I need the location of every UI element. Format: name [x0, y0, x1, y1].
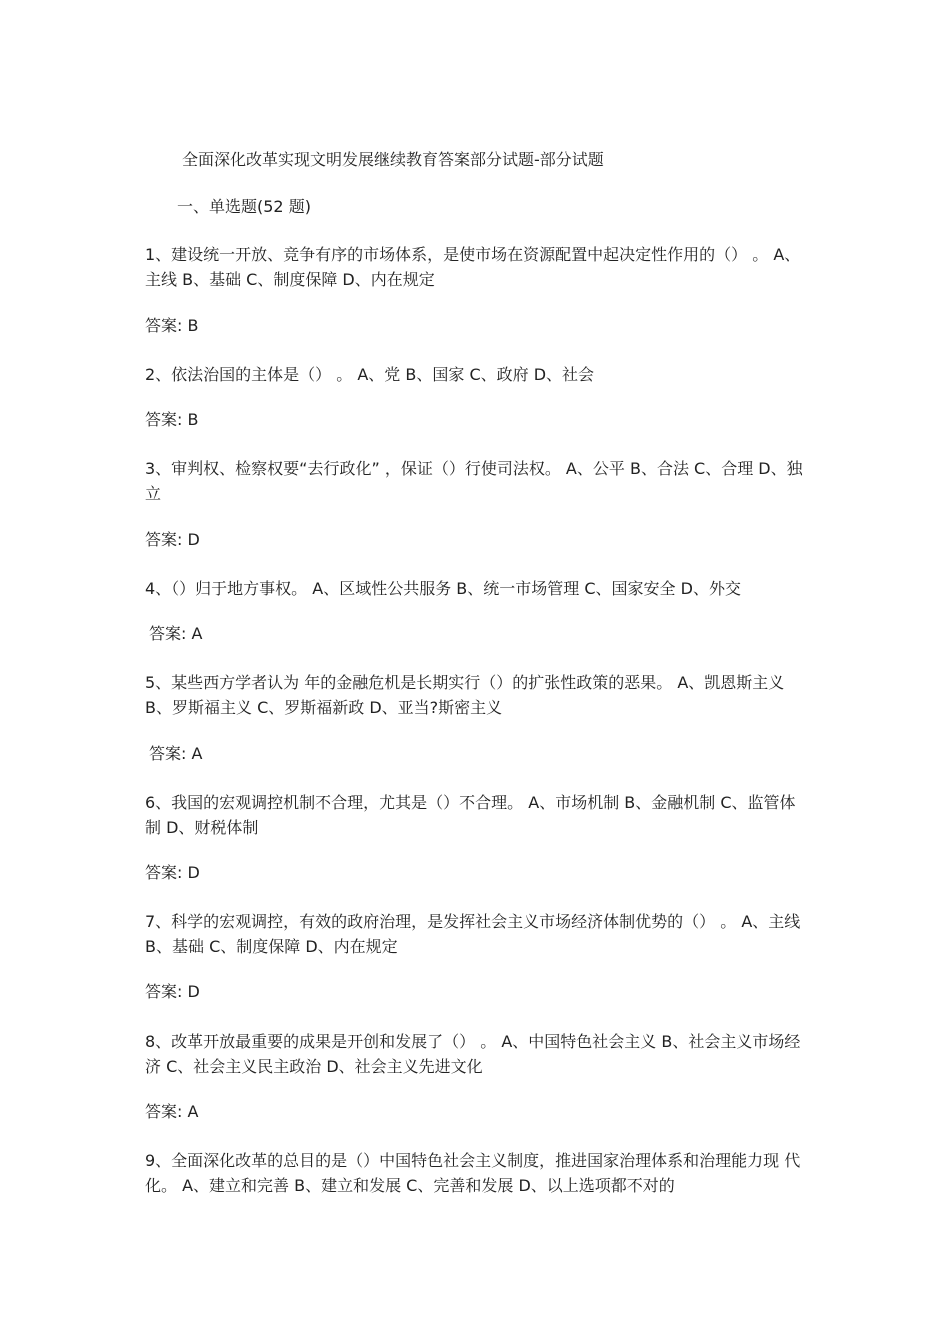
question-item: [145, 362, 810, 387]
question-text: 6、我国的宏观调控机制不合理，尤其是（）不合理。 A、市场机制 B、金融机制 C、监管体制 D、财税体制: [145, 793, 796, 837]
question-item: [145, 1148, 810, 1198]
answer-text: 答案: A: [149, 624, 203, 643]
question-text: 4、（）归于地方事权。 A、区域性公共服务 B、统一市场管理 C、国家安全 D、外交: [145, 579, 741, 598]
question-item: [145, 790, 810, 840]
question-text: 2、依法治国的主体是（） 。 A、党 B、国家 C、政府 D、社会: [145, 365, 595, 384]
question-text: 9、全面深化改革的总目的是（）中国特色社会主义制度，推进国家治理体系和治理能力现 代化。 A、建立和完善 B、建立和发展 C、完善和发展 D、以上选项都不对的: [145, 1151, 801, 1195]
answer-text: 答案: D: [145, 863, 200, 882]
question-item: [145, 576, 810, 601]
answer-text: 答案: B: [145, 316, 199, 335]
answer-text: 答案: A: [145, 1102, 199, 1121]
question-text: 3、审判权、检察权要“去行政化” ，保证（）行使司法权。 A、公平 B、合法 C、合理 D、独立: [145, 459, 803, 503]
document-title: 全面深化改革实现文明发展继续教育答案部分试题-部分试题: [182, 150, 604, 169]
question-text: 5、某些西方学者认为 年的金融危机是长期实行（）的扩张性政策的恶果。 A、凯恩斯主义 B、罗斯福主义 C、罗斯福新政 D、亚当?斯密主义: [145, 673, 785, 717]
answer-text: 答案: D: [145, 530, 200, 549]
answer-text: 答案: A: [149, 744, 203, 763]
question-item: [145, 242, 810, 292]
answer-text: 答案: D: [145, 982, 200, 1001]
section-heading: 一、单选题(52 题): [177, 197, 311, 216]
question-item: [145, 1029, 810, 1079]
question-item: [145, 909, 810, 959]
question-item: [145, 456, 810, 506]
question-text: 1、建设统一开放、竞争有序的市场体系，是使市场在资源配置中起决定性作用的（） 。 A、主线 B、基础 C、制度保障 D、内在规定: [145, 245, 801, 289]
question-item: [145, 670, 810, 720]
question-text: 7、科学的宏观调控，有效的政府治理，是发挥社会主义市场经济体制优势的（） 。 A、主线 B、基础 C、制度保障 D、内在规定: [145, 912, 801, 956]
question-text: 8、改革开放最重要的成果是开创和发展了（） 。 A、中国特色社会主义 B、社会主义市场经济 C、社会主义民主政治 D、社会主义先进文化: [145, 1032, 801, 1076]
answer-text: 答案: B: [145, 410, 199, 429]
